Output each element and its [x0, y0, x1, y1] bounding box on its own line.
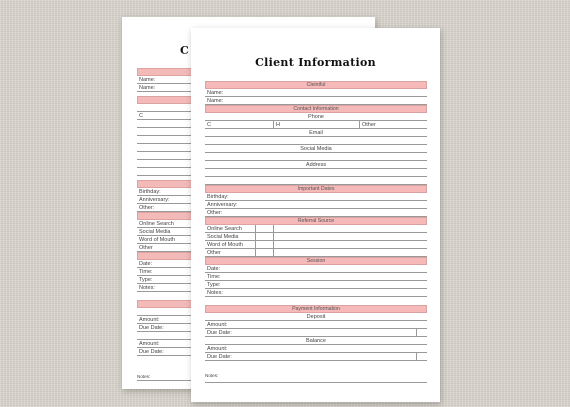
name-field-2[interactable]: Name: — [205, 97, 427, 105]
phone-row[interactable] — [205, 121, 427, 129]
deposit-due-date-field[interactable] — [205, 329, 427, 337]
balance-amount-field[interactable]: Amount: — [205, 345, 427, 353]
back-referral-label: Other — [139, 245, 153, 251]
back-other-date-field[interactable]: Other: — [137, 204, 362, 212]
client-form — [205, 81, 427, 361]
back-due-date-field[interactable]: Due Date: — [137, 324, 362, 332]
balance-paid-checkbox[interactable] — [416, 353, 427, 360]
referral-header: Referral Source — [205, 217, 427, 225]
anniversary-field[interactable]: Anniversary: — [205, 201, 427, 209]
social-media-field[interactable] — [205, 153, 427, 161]
back-page-title: C — [180, 44, 190, 57]
front-form-sheet — [191, 28, 440, 402]
back-name-field-1[interactable]: Name: — [137, 76, 362, 84]
payment-header: Payment Information — [205, 305, 427, 313]
referral-checkbox[interactable] — [255, 225, 274, 232]
back-amount-field[interactable]: Amount: — [137, 316, 362, 324]
name-field-1[interactable]: Name: — [205, 89, 427, 97]
back-name-field-2[interactable]: Name: — [137, 84, 362, 92]
other-date-field[interactable]: Other: — [205, 209, 427, 217]
birthday-field[interactable]: Birthday: — [205, 193, 427, 201]
back-session-date[interactable]: Date: — [137, 260, 362, 268]
referral-checkbox[interactable] — [255, 233, 274, 240]
session-header: Session — [205, 257, 427, 265]
back-referral-label: Social Media — [139, 229, 171, 235]
back-referral-label: Online Search — [139, 221, 174, 227]
session-time-field[interactable]: Time: — [205, 273, 427, 281]
notes-line[interactable]: Notes: — [205, 373, 427, 383]
referral-label: Other — [207, 250, 221, 256]
back-session-time[interactable]: Time: — [137, 268, 362, 276]
referral-social-media[interactable] — [205, 233, 427, 241]
referral-word-of-mouth[interactable] — [205, 241, 427, 249]
deposit-amount-field[interactable]: Amount: — [205, 321, 427, 329]
phone-h-label: H — [273, 121, 280, 128]
dates-header: Important Dates — [205, 185, 427, 193]
back-notes-line[interactable]: Notes: — [137, 374, 362, 381]
deposit-paid-checkbox[interactable] — [416, 329, 427, 336]
back-session-type[interactable]: Type: — [137, 276, 362, 284]
back-due-date-field-2[interactable]: Due Date: — [137, 348, 362, 356]
due-date-label: Due Date: — [207, 330, 232, 336]
referral-checkbox[interactable] — [255, 241, 274, 248]
back-session-notes[interactable]: Notes: — [137, 284, 362, 292]
phone-label: Phone — [205, 113, 427, 121]
session-type-field[interactable]: Type: — [205, 281, 427, 289]
due-date-label: Due Date: — [207, 354, 232, 360]
referral-label: Online Search — [207, 226, 242, 232]
back-phone-c-row[interactable]: C — [137, 112, 362, 120]
back-amount-field-2[interactable]: Amount: — [137, 340, 362, 348]
social-media-label: Social Media — [205, 145, 427, 153]
back-anniversary-field[interactable]: Anniversary: — [137, 196, 362, 204]
address-label: Address — [205, 161, 427, 169]
balance-label: Balance — [205, 337, 427, 345]
back-birthday-field[interactable]: Birthday: — [137, 188, 362, 196]
email-label: Email — [205, 129, 427, 137]
balance-due-date-field[interactable] — [205, 353, 427, 361]
referral-other[interactable] — [205, 249, 427, 257]
session-notes-field[interactable]: Notes: — [205, 289, 427, 297]
referral-label: Word of Mouth — [207, 242, 243, 248]
phone-c-label: C — [207, 122, 211, 128]
session-date-field[interactable]: Date: — [205, 265, 427, 273]
referral-checkbox[interactable] — [255, 249, 274, 256]
client-header: Cleintful — [205, 81, 427, 89]
address-field-2[interactable] — [205, 177, 427, 185]
referral-label: Social Media — [207, 234, 239, 240]
contact-header: Contact Information — [205, 105, 427, 113]
email-field[interactable] — [205, 137, 427, 145]
back-referral-label: Word of Mouth — [139, 237, 175, 243]
phone-other-label: Other — [359, 121, 376, 128]
address-field-1[interactable] — [205, 169, 427, 177]
deposit-label: Deposit — [205, 313, 427, 321]
page-title: Client Information — [255, 56, 376, 69]
referral-online-search[interactable] — [205, 225, 427, 233]
